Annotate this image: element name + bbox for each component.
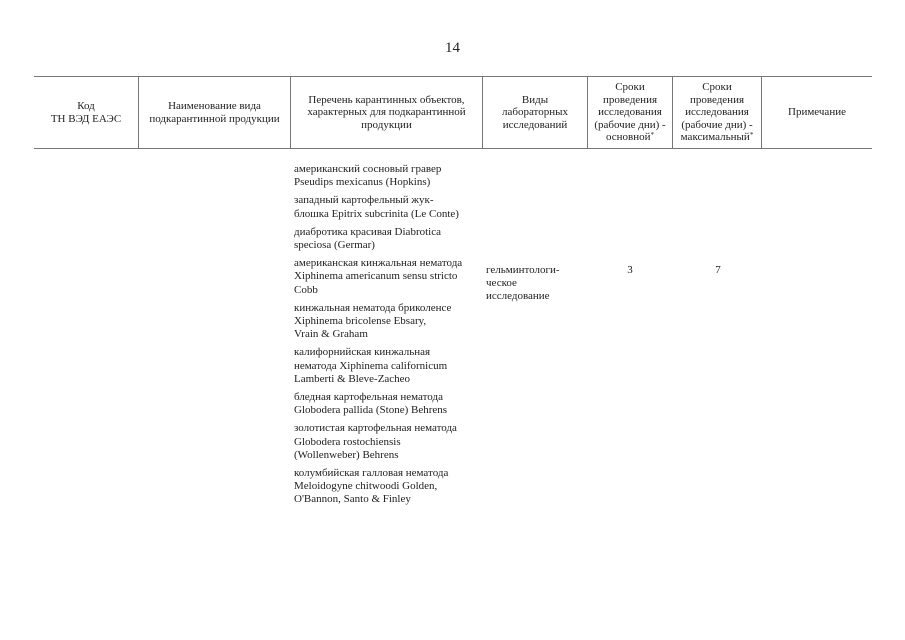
- header-term-max: Сроки проведения исследования (рабочие дни) - максимальный*: [680, 81, 754, 144]
- list-item: золотистая картофельная нематода Globodera rostochiensis (Wollenweber) Behrens: [294, 422, 457, 461]
- quarantine-objects-list: [294, 163, 484, 512]
- list-item: кинжальная нематода бриколенсе Xiphinema bricolense Ebsary, Vrain & Graham: [294, 301, 452, 341]
- list-item: калифорнийская кинжальная нематода Xiphinema californicum Lamberti & Bleve-Zacheo: [294, 346, 448, 385]
- list-item: колумбийская галловая нематода Meloidogyne chitwoodi Golden, O'Bannon, Santo & Finley: [294, 467, 449, 506]
- term-basic-value: 3: [627, 264, 633, 276]
- header-code: Код ТН ВЭД ЕАЭС: [50, 100, 122, 125]
- list-item: западный картофельный жук- блошка Epitrix subcrinita (Le Conte): [294, 194, 459, 220]
- footnote-mark: *: [650, 131, 654, 140]
- list-item: американский сосновый гравер Pseudips mexicanus (Hopkins): [294, 163, 442, 189]
- header-product-name: Наименование вида подкарантинной продукции: [149, 100, 280, 125]
- list-item: американская кинжальная нематода Xiphinema americanum sensu stricto Cobb: [294, 257, 463, 296]
- header-quarantine-objects: Перечень карантинных объектов, характерных для подкарантинной продукции: [307, 93, 466, 131]
- page-number: 14: [445, 40, 460, 56]
- header-term-basic: Сроки проведения исследования (рабочие дни) - основной*: [594, 81, 666, 144]
- list-item: бледная картофельная нематода Globodera pallida (Stone) Behrens: [294, 391, 448, 417]
- header-lab-types: Виды лабораторных исследований: [501, 93, 568, 131]
- list-item: диабротика красивая Diabrotica speciosa (Germar): [294, 225, 441, 252]
- footnote-mark: *: [749, 131, 754, 140]
- header-note: Примечание: [788, 106, 846, 119]
- term-max-value: 7: [715, 264, 721, 276]
- lab-type-value: гельминтологи- ческое исследование: [486, 264, 560, 303]
